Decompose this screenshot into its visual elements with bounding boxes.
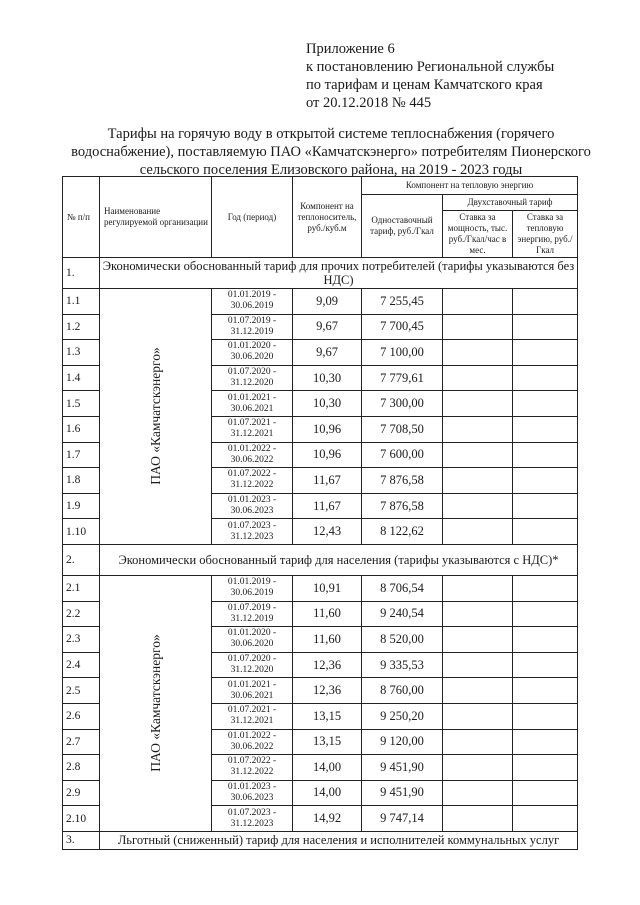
capacity-rate-value	[443, 468, 513, 494]
section-header-row	[63, 544, 578, 575]
row-num: 1.3	[63, 340, 100, 366]
section-title: Экономически обоснованный тариф для прочих потребителей (тарифы указываются без НДС)	[100, 258, 578, 289]
energy-rate-value	[513, 340, 578, 366]
carrier-value: 12,36	[293, 678, 362, 704]
one-rate-value: 7 700,45	[362, 314, 443, 340]
carrier-value: 13,15	[293, 729, 362, 755]
period-to: 31.12.2023	[230, 818, 274, 829]
one-rate-value: 7 708,50	[362, 416, 443, 442]
energy-rate-value	[513, 652, 578, 678]
one-rate-value: 9 250,20	[362, 703, 443, 729]
period-to: 30.06.2022	[230, 454, 274, 465]
period-to: 31.12.2023	[230, 531, 274, 542]
energy-rate-value	[513, 391, 578, 417]
one-rate-value: 7 779,61	[362, 365, 443, 391]
row-num: 1.4	[63, 365, 100, 391]
period-to: 31.12.2020	[230, 378, 274, 389]
period-cell	[212, 729, 293, 755]
energy-rate-value	[513, 365, 578, 391]
energy-rate-value	[513, 703, 578, 729]
capacity-rate-value	[443, 314, 513, 340]
period-cell	[212, 289, 293, 315]
energy-rate-value	[513, 780, 578, 806]
period-to: 30.06.2022	[230, 741, 274, 752]
period-from: 01.01.2021 -	[227, 392, 277, 403]
carrier-value: 10,96	[293, 416, 362, 442]
one-rate-value: 7 300,00	[362, 391, 443, 417]
energy-rate-value	[513, 314, 578, 340]
section-num: 1.	[63, 258, 100, 289]
energy-rate-value	[513, 416, 578, 442]
one-rate-value: 8 122,62	[362, 519, 443, 545]
one-rate-value: 8 706,54	[362, 575, 443, 601]
period-cell	[212, 601, 293, 627]
carrier-value: 14,00	[293, 780, 362, 806]
row-num: 1.8	[63, 468, 100, 494]
carrier-value: 10,91	[293, 575, 362, 601]
carrier-value: 12,36	[293, 652, 362, 678]
carrier-value: 9,09	[293, 289, 362, 315]
energy-rate-value	[513, 755, 578, 781]
period-cell	[212, 340, 293, 366]
period-cell	[212, 678, 293, 704]
period-to: 31.12.2022	[230, 767, 274, 778]
carrier-value: 9,67	[293, 314, 362, 340]
row-num: 1.9	[63, 493, 100, 519]
row-num: 1.5	[63, 391, 100, 417]
appendix-block	[306, 40, 626, 112]
row-num: 2.2	[63, 601, 100, 627]
one-rate-value: 7 600,00	[362, 442, 443, 468]
period-cell	[212, 416, 293, 442]
capacity-rate-value	[443, 340, 513, 366]
row-num: 2.1	[63, 575, 100, 601]
section-title: Экономически обоснованный тариф для населения (тарифы указываются с НДС)*	[100, 544, 578, 575]
header-period: Год (период)	[212, 177, 293, 258]
section-num: 3.	[63, 831, 100, 849]
period-from: 01.01.2020 -	[227, 341, 277, 352]
capacity-rate-value	[443, 703, 513, 729]
row-num: 1.1	[63, 289, 100, 315]
header-num: № п/п	[63, 177, 100, 258]
carrier-value: 11,67	[293, 468, 362, 494]
energy-rate-value	[513, 493, 578, 519]
period-to: 31.12.2019	[230, 326, 274, 337]
period-to: 30.06.2021	[230, 690, 274, 701]
row-num: 2.8	[63, 755, 100, 781]
period-from: 01.01.2020 -	[227, 628, 277, 639]
period-from: 01.01.2019 -	[227, 577, 277, 588]
one-rate-value: 7 876,58	[362, 468, 443, 494]
section-title: Льготный (сниженный) тариф для населения и исполнителей коммунальных услуг	[100, 831, 578, 849]
period-from: 01.01.2022 -	[227, 443, 277, 454]
energy-rate-value	[513, 468, 578, 494]
org-name-cell	[100, 575, 212, 831]
tariff-table	[62, 176, 578, 850]
org-name-cell	[100, 289, 212, 545]
energy-rate-value	[513, 678, 578, 704]
capacity-rate-value	[443, 289, 513, 315]
period-to: 30.06.2023	[230, 506, 274, 517]
period-cell	[212, 703, 293, 729]
period-cell	[212, 755, 293, 781]
carrier-value: 14,92	[293, 806, 362, 832]
appendix-line: от 20.12.2018 № 445	[306, 95, 432, 111]
capacity-rate-value	[443, 519, 513, 545]
carrier-value: 11,60	[293, 601, 362, 627]
one-rate-value: 9 120,00	[362, 729, 443, 755]
capacity-rate-value	[443, 601, 513, 627]
period-from: 01.07.2021 -	[227, 418, 277, 429]
carrier-value: 9,67	[293, 340, 362, 366]
period-cell	[212, 652, 293, 678]
capacity-rate-value	[443, 678, 513, 704]
period-to: 31.12.2021	[230, 716, 274, 727]
document-title: Тарифы на горячую воду в открытой системе теплоснабжения (горячего водоснабжение), поставляемую ПАО «Камчатскэнерго» потребителям Пионерского сельского поселения Елизовского района, на 2019 - 2023 годы	[71, 126, 591, 178]
energy-rate-value	[513, 627, 578, 653]
carrier-value: 10,30	[293, 391, 362, 417]
one-rate-value: 9 747,14	[362, 806, 443, 832]
header-two-rate: Двухставочный тариф	[443, 195, 578, 211]
row-num: 1.10	[63, 519, 100, 545]
header-carrier: Компонент на теплоноситель, руб./куб.м	[293, 177, 362, 258]
period-cell	[212, 468, 293, 494]
period-to: 30.06.2019	[230, 588, 274, 599]
period-to: 31.12.2022	[230, 480, 274, 491]
one-rate-value: 7 876,58	[362, 493, 443, 519]
period-from: 01.01.2022 -	[227, 730, 277, 741]
row-num: 2.10	[63, 806, 100, 832]
one-rate-value: 9 335,53	[362, 652, 443, 678]
period-from: 01.07.2021 -	[227, 705, 277, 716]
row-num: 2.5	[63, 678, 100, 704]
header-energy-group: Компонент на тепловую энергию	[362, 177, 578, 195]
period-to: 30.06.2019	[230, 301, 274, 312]
energy-rate-value	[513, 289, 578, 315]
section-header-row	[63, 258, 578, 289]
period-to: 30.06.2020	[230, 639, 274, 650]
one-rate-value: 9 240,54	[362, 601, 443, 627]
appendix-line: к постановлению Региональной службы	[306, 59, 555, 75]
row-num: 1.7	[63, 442, 100, 468]
header-capacity-rate: Ставка за мощность, тыс. руб./Гкал/час в мес.	[443, 211, 513, 258]
one-rate-value: 9 451,90	[362, 755, 443, 781]
energy-rate-value	[513, 729, 578, 755]
period-cell	[212, 365, 293, 391]
one-rate-value: 7 100,00	[362, 340, 443, 366]
period-from: 01.07.2020 -	[227, 654, 277, 665]
org-name: ПАО «Камчатскэнерго»	[147, 347, 163, 486]
period-cell	[212, 493, 293, 519]
row-num: 2.7	[63, 729, 100, 755]
period-from: 01.07.2023 -	[227, 520, 277, 531]
row-num: 2.4	[63, 652, 100, 678]
capacity-rate-value	[443, 729, 513, 755]
period-to: 31.12.2021	[230, 429, 274, 440]
row-num: 2.6	[63, 703, 100, 729]
capacity-rate-value	[443, 780, 513, 806]
carrier-value: 11,67	[293, 493, 362, 519]
period-from: 01.01.2021 -	[227, 679, 277, 690]
period-cell	[212, 519, 293, 545]
period-from: 01.01.2023 -	[227, 781, 277, 792]
header-one-rate: Одноставочный тариф, руб./Гкал	[362, 195, 443, 258]
period-cell	[212, 806, 293, 832]
row-num: 2.9	[63, 780, 100, 806]
carrier-value: 11,60	[293, 627, 362, 653]
energy-rate-value	[513, 519, 578, 545]
energy-rate-value	[513, 575, 578, 601]
table-row	[63, 289, 578, 315]
period-to: 31.12.2020	[230, 665, 274, 676]
period-to: 30.06.2023	[230, 792, 274, 803]
capacity-rate-value	[443, 442, 513, 468]
period-from: 01.07.2022 -	[227, 469, 277, 480]
org-name: ПАО «Камчатскэнерго»	[147, 634, 163, 773]
carrier-value: 12,43	[293, 519, 362, 545]
carrier-value: 13,15	[293, 703, 362, 729]
capacity-rate-value	[443, 627, 513, 653]
capacity-rate-value	[443, 652, 513, 678]
row-num: 1.2	[63, 314, 100, 340]
one-rate-value: 8 760,00	[362, 678, 443, 704]
appendix-line: Приложение 6	[306, 41, 395, 57]
period-from: 01.07.2019 -	[227, 602, 277, 613]
row-num: 2.3	[63, 627, 100, 653]
period-from: 01.07.2019 -	[227, 315, 277, 326]
section-num: 2.	[63, 544, 100, 575]
header-energy-rate: Ставка за тепловую энергию, руб./Гкал	[513, 211, 578, 258]
period-from: 01.01.2023 -	[227, 495, 277, 506]
one-rate-value: 9 451,90	[362, 780, 443, 806]
period-to: 31.12.2019	[230, 613, 274, 624]
capacity-rate-value	[443, 391, 513, 417]
capacity-rate-value	[443, 806, 513, 832]
period-from: 01.07.2020 -	[227, 367, 277, 378]
capacity-rate-value	[443, 493, 513, 519]
one-rate-value: 7 255,45	[362, 289, 443, 315]
capacity-rate-value	[443, 575, 513, 601]
table-row	[63, 575, 578, 601]
period-to: 30.06.2021	[230, 403, 274, 414]
period-cell	[212, 780, 293, 806]
header-org: Наименование регулируемой организации	[100, 177, 212, 258]
period-cell	[212, 314, 293, 340]
carrier-value: 10,30	[293, 365, 362, 391]
appendix-line: по тарифам и ценам Камчатского края	[306, 77, 543, 93]
period-from: 01.07.2023 -	[227, 807, 277, 818]
period-cell	[212, 442, 293, 468]
capacity-rate-value	[443, 755, 513, 781]
period-to: 30.06.2020	[230, 352, 274, 363]
period-from: 01.07.2022 -	[227, 756, 277, 767]
row-num: 1.6	[63, 416, 100, 442]
carrier-value: 14,00	[293, 755, 362, 781]
period-cell	[212, 575, 293, 601]
section-header-row	[63, 831, 578, 849]
period-cell	[212, 391, 293, 417]
energy-rate-value	[513, 601, 578, 627]
carrier-value: 10,96	[293, 442, 362, 468]
energy-rate-value	[513, 806, 578, 832]
capacity-rate-value	[443, 416, 513, 442]
energy-rate-value	[513, 442, 578, 468]
period-cell	[212, 627, 293, 653]
capacity-rate-value	[443, 365, 513, 391]
period-from: 01.01.2019 -	[227, 290, 277, 301]
one-rate-value: 8 520,00	[362, 627, 443, 653]
